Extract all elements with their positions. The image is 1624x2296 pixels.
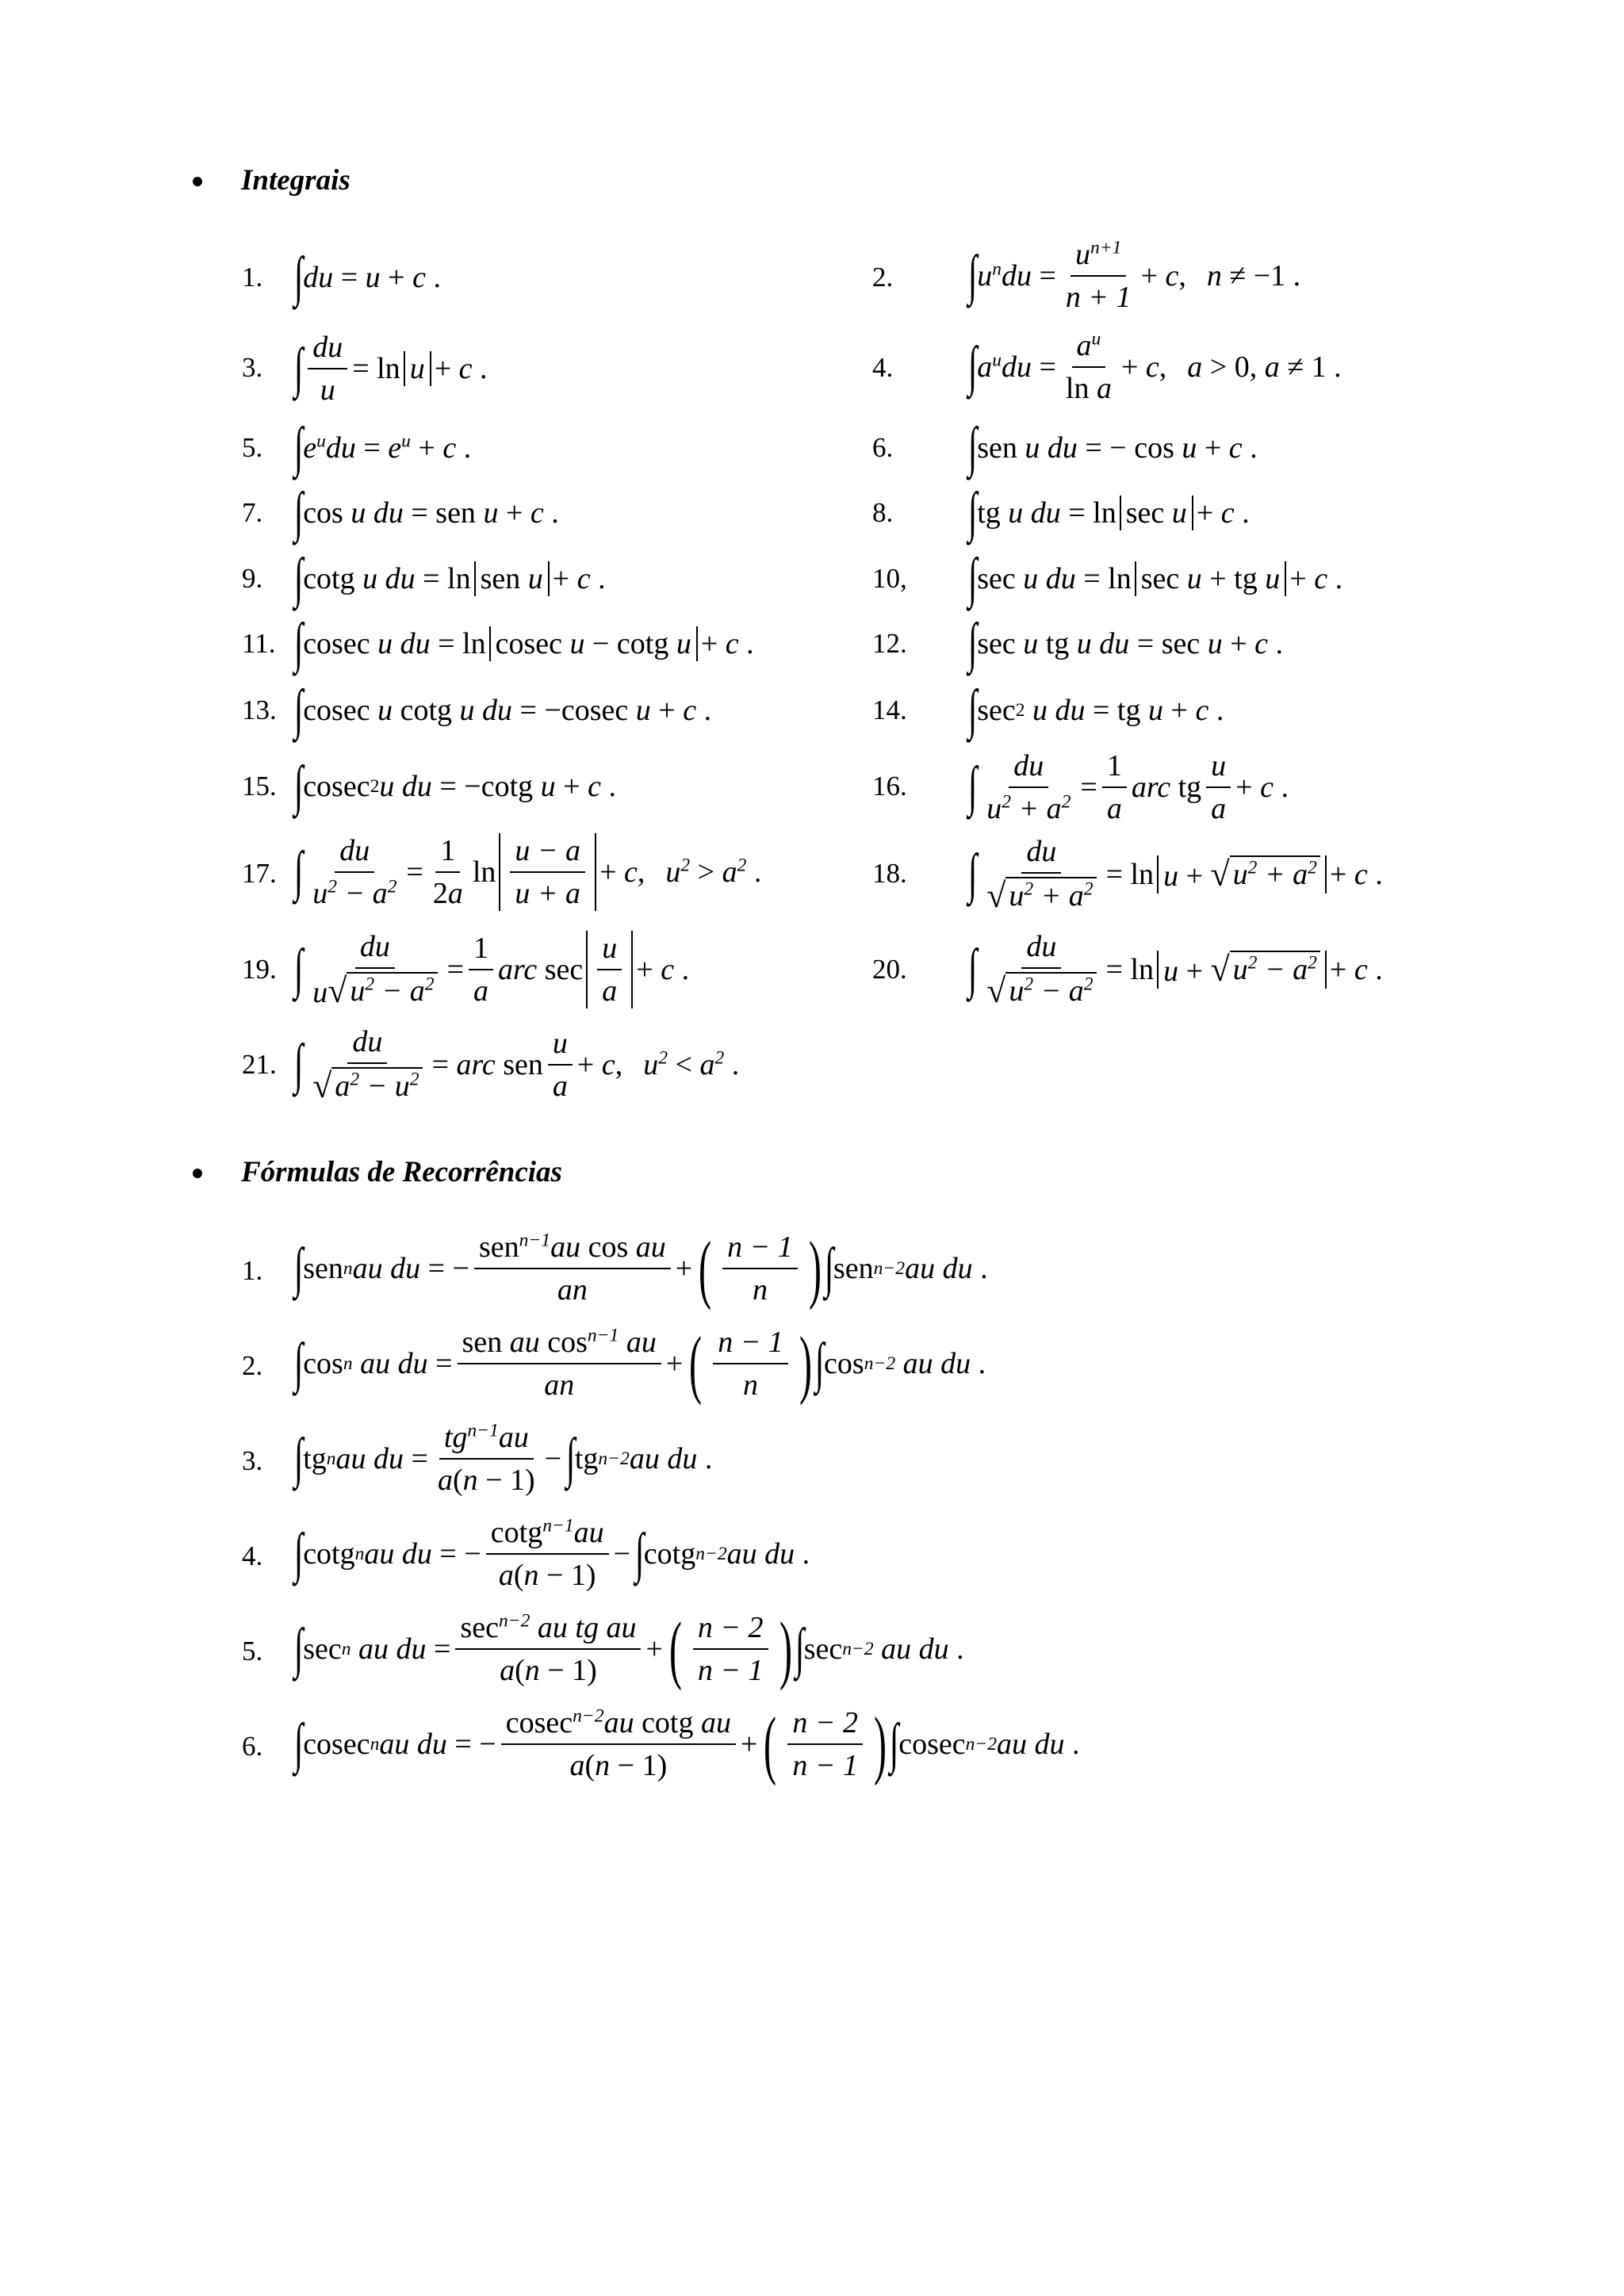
integral-formula: ∫ du u √ $u^2 - a^2$ = 1 a arc sec $\frac{u}{a}$ + c . bbox=[293, 929, 690, 1010]
formula-number: 16. bbox=[872, 771, 907, 802]
recurrence-formula: ∫ tg n au du = $tg^{n-1}au$ a(n − 1) − ∫ tg n−2 au du . bbox=[293, 1420, 713, 1497]
formula-number: 17. bbox=[242, 858, 277, 889]
integral-formula: ∫ cosec u cotg u du = −cosec u + c . bbox=[293, 679, 712, 740]
integral-formula: ∫ cosec u du = ln cosec u − cotg u + c . bbox=[293, 613, 754, 674]
integral-formula: ∫ $e^udu$ = $e^u$ + c . bbox=[293, 417, 472, 478]
formula-number: 5. bbox=[242, 432, 263, 463]
recurrence-formula: ∫ cotg n au du = − cotg$^{n-1}$au a(n − 1) − ∫ cotg n−2 au du . bbox=[293, 1515, 810, 1592]
integral-formula: ∫ sec 2 u du = tg u + c . bbox=[967, 679, 1224, 740]
integral-formula: ∫ $a^udu$ = $a^u$ ln a + c , a > 0, a ≠ 1 . bbox=[967, 327, 1342, 405]
formula-number: 14. bbox=[872, 695, 907, 725]
formula-number: 18. bbox=[872, 858, 907, 889]
formula-number: 9. bbox=[242, 563, 263, 594]
formula-number: 12. bbox=[872, 628, 907, 659]
formula-number: 2. bbox=[872, 262, 894, 293]
integral-formula: ∫ tg u du = ln sec u + c . bbox=[967, 482, 1250, 543]
formula-number: 1. bbox=[242, 1255, 263, 1286]
integral-formula: ∫ cos u du = sen u + c . bbox=[293, 482, 559, 543]
integral-formula: ∫ du u = ln u + c . bbox=[293, 331, 488, 407]
formula-number: 15. bbox=[242, 771, 277, 802]
bullet bbox=[193, 177, 202, 186]
formula-number: 8. bbox=[872, 497, 894, 528]
formula-number: 5. bbox=[242, 1636, 263, 1667]
formula-number: 20. bbox=[872, 954, 907, 985]
integral-formula: ∫ du √ $u^2 - a^2$ = ln u + √ $u^2 - a^2$ + c . bbox=[967, 929, 1383, 1010]
integral-formula: ∫ du $u^2 + a^2$ = 1 a arc tg u a + c . bbox=[967, 748, 1289, 825]
formula-number: 13. bbox=[242, 695, 277, 725]
section-title-recorrencias: Fórmulas de Recorrências bbox=[241, 1156, 562, 1188]
formula-number: 7. bbox=[242, 497, 263, 528]
integral-formula: ∫ du √ $u^2 + a^2$ = ln u + √ $u^2 + a^2$ + c . bbox=[967, 834, 1383, 915]
recurrence-formula: ∫ cos n au du = sen au $\cos^{n-1}$ au an + ( n − 1 n ) ∫ cos n−2 au du . bbox=[293, 1321, 986, 1406]
integral-formula: ∫ sec u du = ln sec u + tg u + c . bbox=[967, 548, 1343, 609]
bullet bbox=[193, 1169, 202, 1178]
formula-number: 1. bbox=[242, 262, 263, 293]
recurrence-formula: ∫ cosec n au du = − cosec$^{n-2}$au cotg au a(n − 1) + ( n − 2 n − 1 ) ∫ cosec n−2 au du . bbox=[293, 1701, 1080, 1786]
formula-number: 21. bbox=[242, 1049, 277, 1080]
integral-formula: ∫ du √ $a^2 - u^2$ = arc sen u a + c , $u^2$ < $a^2$ . bbox=[293, 1024, 740, 1105]
recurrence-formula: ∫ sen n au du = − sen$^{n-1}$au cos au an + ( n − 1 n ) ∫ sen n−2 au du . bbox=[293, 1226, 988, 1311]
integral-formula: ∫ sen u du = − cos u + c . bbox=[967, 417, 1258, 478]
integral-formula: ∫ cosec 2 u du = −cotg u + c . bbox=[293, 756, 616, 817]
integral-formula: ∫ sec u tg u du = sec u + c . bbox=[967, 613, 1284, 674]
integral-formula: ∫ du = u + c . bbox=[293, 247, 441, 308]
formula-number: 2. bbox=[242, 1350, 263, 1381]
formula-number: 11. bbox=[242, 628, 276, 659]
recurrence-formula: ∫ sec n au du = $\sec^{n-2}$ au tg au a(n − 1) + ( n − 2 n − 1 ) ∫ sec n−2 au du . bbox=[293, 1606, 964, 1691]
section-title-integrais: Integrais bbox=[241, 164, 350, 197]
formula-number: 3. bbox=[242, 352, 263, 383]
formula-number: 19. bbox=[242, 954, 277, 985]
formula-number: 4. bbox=[242, 1540, 263, 1571]
integral-formula: ∫ cotg u du = ln sen u + c . bbox=[293, 548, 606, 609]
integral-formula: ∫ $u^ndu$ = $u^{n+1}$ n + 1 + c , n ≠ −1 . bbox=[967, 236, 1301, 314]
formula-number: 4. bbox=[872, 352, 894, 383]
integral-formula: ∫ du $u^2 - a^2$ = 1 2a ln $\frac{u - a}{u + a}$ + c , $u^2$ > $a^2$ . bbox=[293, 834, 762, 910]
formula-number: 3. bbox=[242, 1445, 263, 1476]
formula-number: 6. bbox=[872, 432, 894, 463]
formula-number: 10, bbox=[872, 563, 907, 594]
formula-number: 6. bbox=[242, 1731, 263, 1762]
